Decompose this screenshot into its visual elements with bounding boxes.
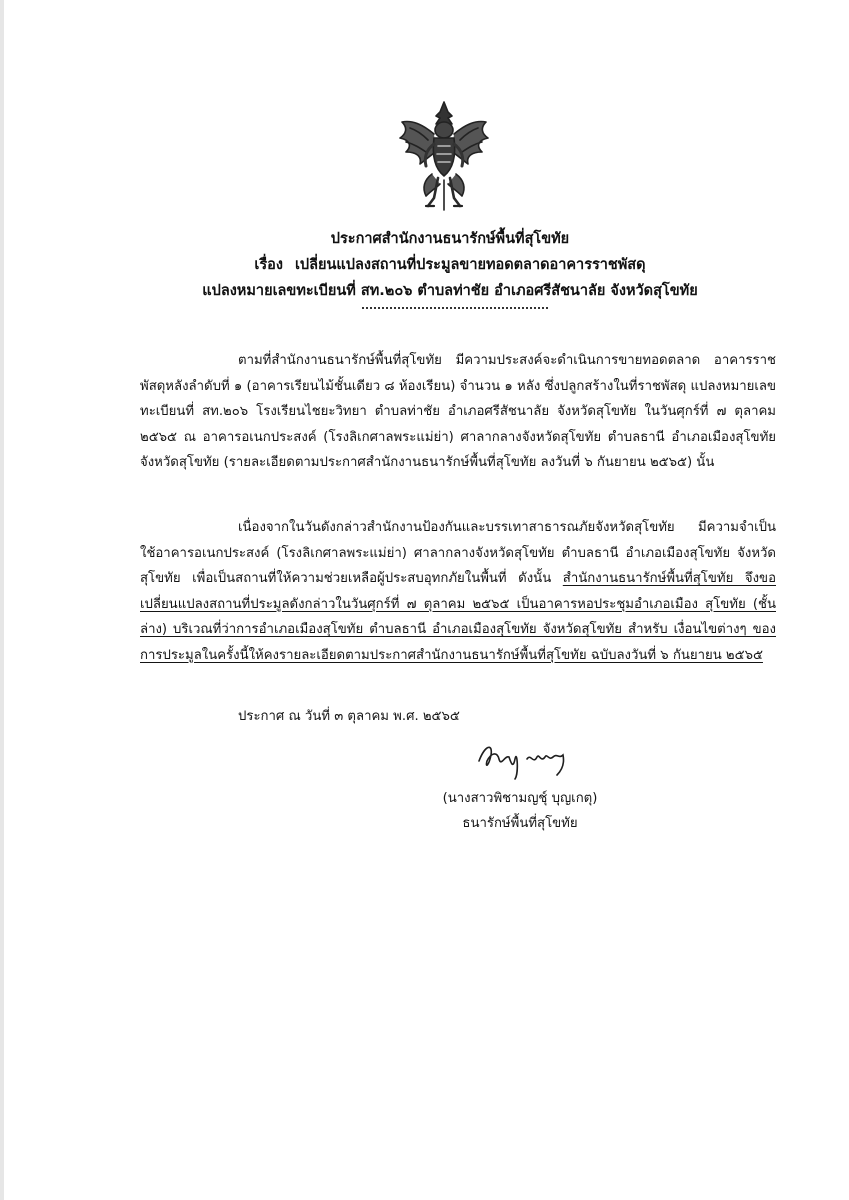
signer-name: (นางสาวพิชามญชุ์ บุญเกตุ) [442,791,598,806]
handwritten-signature-icon [475,735,571,781]
subject-value: เปลี่ยนแปลงสถานที่ประมูลขายทอดตลาดอาคารราชพัสดุ [294,257,646,273]
announcement-subject [150,252,750,278]
announcement-date: ประกาศ ณ วันที่ ๓ ตุลาคม พ.ศ. ๒๕๖๕ [238,709,460,724]
announcement-title: ประกาศสำนักงานธนารักษ์พื้นที่สุโขทัย [330,231,570,247]
garuda-emblem-icon [396,98,492,216]
signer-block [400,786,640,836]
signer-position: ธนารักษ์พื้นที่สุโขทัย [462,816,578,831]
page-edge-shadow [0,0,4,1200]
body-paragraph-1: ตามที่สำนักงานธนารักษ์พื้นที่สุโขทัย มีความประสงค์จะดำเนินการขายทอดตลาด อาคารราชพัสดุหลังลำดับที่ ๑ (อาคารเรียนไม้ชั้นเดียว ๘ ห้องเรียน) จำนวน ๑ หลัง ซึ่งปลูกสร้างในที่ราชพัสดุ แปลงหมายเลขทะเบียนที่ สท.๒๐๖ โรงเรียนไชยะวิทยา ตำบลท่าชัย อำเภอศรีสัชนาลัย จังหวัดสุโขทัย ในวันศุกร์ที่ ๗ ตุลาคม ๒๕๖๕ ณ อาคารอเนกประสงค์ (โรงลิเกศาลพระแม่ย่า) ศาลากลางจังหวัดสุโขทัย ตำบลธานี อำเภอเมืองสุโขทัย จังหวัดสุโขทัย (รายละเอียดตามประกาศสำนักงานธนารักษ์พื้นที่สุโขทัย ลงวันที่ ๖ กันยายน ๒๕๖๕) นั้น [140,353,776,470]
announcement-heading [150,226,750,304]
paragraph-2-text: เนื่องจากในวันดังกล่าวสำนักงานป้องกันและบรรเทาสาธารณภัยจังหวัดสุโขทัย มีความจำเป็น ใช้อาคารอเนกประสงค์ (โรงลิเกศาลพระแม่ย่า) ศาลากลางจังหวัดสุโขทัย ตำบลธานี อำเภอเมืองสุโขทัย จังหวัดสุโขทัย เพื่อเป็นสถานที่ให้ความช่วยเหลือผู้ประสบอุทกภัยในพื้นที่ ดังนั้น [140,520,776,586]
paragraph-2-underlined-text: สำนักงานธนารักษ์พื้นที่สุโขทัย จึงขอเปลี่ยนแปลงสถานที่ประมูลดังกล่าวในวันศุกร์ที่ ๗ ตุลาคม ๒๕๖๕ เป็นอาคารหอประชุมอำเภอเมือง สุโขทัย (ชั้นล่าง) บริเวณที่ว่าการอำเภอเมืองสุโขทัย ตำบลธานี อำเภอเมืองสุโขทัย จังหวัดสุโขทัย สำหรับ เงื่อนไขต่างๆ ของการประมูลในครั้งนี้ให้คงรายละเอียดตามประกาศสำนักงานธนารักษ์พื้นที่สุโขทัย ฉบับลงวันที่ ๖ กันยายน ๒๕๖๕ [140,571,776,663]
subject-key: เรื่อง [254,257,283,273]
parcel-line: แปลงหมายเลขทะเบียนที่ สท.๒๐๖ ตำบลท่าชัย อำเภอศรีสัชนาลัย จังหวัดสุโขทัย [202,283,698,299]
dotted-separator [362,307,548,311]
body-paragraph-2 [140,515,776,668]
